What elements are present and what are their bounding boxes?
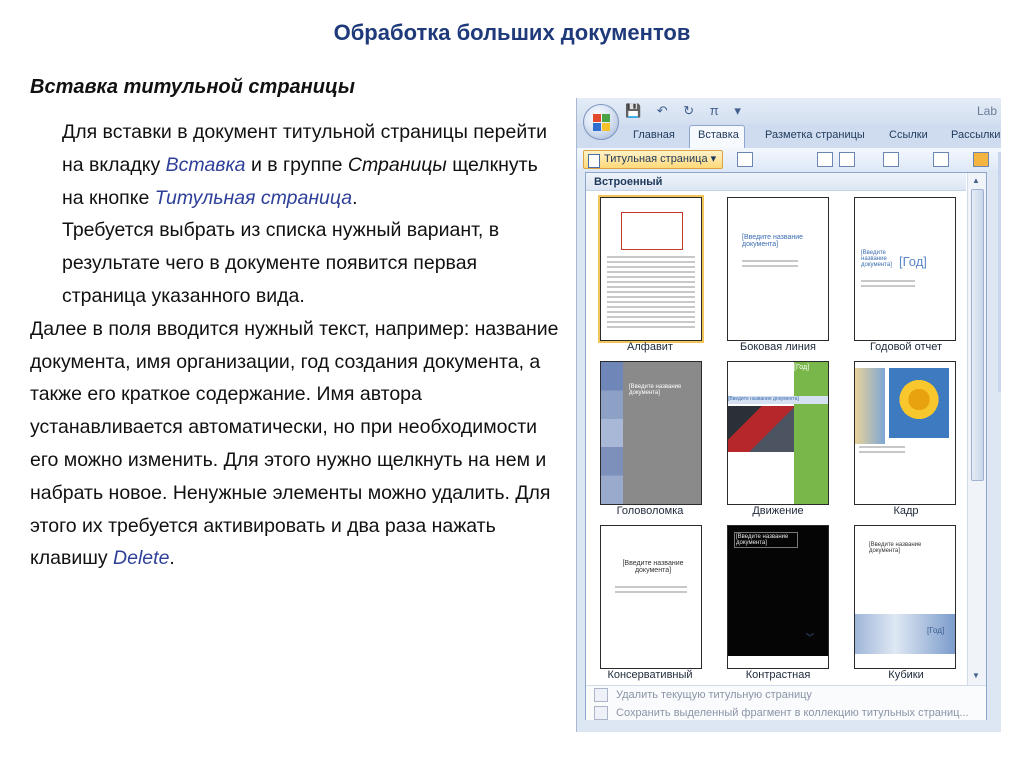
gallery-section-header: Встроенный	[586, 173, 966, 191]
annual-title: [Введите название документа]	[861, 250, 892, 268]
cover-page-label: Титульная страница	[604, 153, 708, 165]
p1-text-a: Для вставки в документ титульной страницы перейти на вкладку	[62, 121, 548, 176]
alphabet-title-box	[621, 212, 683, 250]
ribbon	[577, 148, 1001, 170]
motion-train-image	[728, 406, 794, 452]
cubes-year: [Год]	[927, 626, 945, 635]
conservative-title: [Введите название документа]	[622, 560, 684, 574]
motion-year: [Год]	[794, 364, 810, 371]
cover-page-icon	[588, 154, 600, 168]
thumbnail-motion[interactable]	[727, 361, 829, 505]
tab-references[interactable]: Ссылки	[889, 129, 928, 141]
remove-cover-label: Удалить текущую титульную страницу	[616, 688, 812, 701]
thumbnail-label: Головоломка	[616, 505, 684, 517]
office-button-icon[interactable]	[583, 104, 619, 140]
thumbnail-annual-report[interactable]	[854, 197, 956, 341]
frame-left-art	[855, 368, 885, 444]
thumbnail-label: Годовой отчет	[869, 341, 943, 353]
p1-highlight-insert: Вставка	[165, 153, 246, 176]
thumbnail-label: Кубики	[888, 669, 924, 681]
sunflower-image	[889, 368, 949, 438]
thumbnail-label: Боковая линия	[740, 341, 816, 353]
p1-highlight-cover-page: Титульная страница	[154, 186, 353, 209]
clipart-icon[interactable]	[839, 152, 855, 167]
save-selection-item[interactable]	[594, 706, 969, 720]
tab-insert[interactable]: Вставка	[689, 125, 745, 148]
window-title: Lab	[976, 104, 997, 118]
thumbnail-label: Движение	[752, 505, 804, 517]
cover-page-gallery	[585, 172, 987, 720]
puzzle-strip	[601, 362, 623, 504]
scroll-up-icon[interactable]: ▲	[972, 176, 980, 185]
gallery-scrollbar[interactable]	[967, 173, 986, 685]
chart-icon[interactable]	[973, 152, 989, 167]
paragraph-3	[30, 313, 560, 575]
contrast-title: [Введите название документа]	[734, 532, 798, 548]
paragraph-2: Требуется выбрать из списка нужный вариант, в результате чего в документе появится первая страница указанного вида.	[62, 219, 500, 307]
thumbnail-label: Консервативный	[607, 669, 693, 681]
p3-text-b: .	[169, 547, 175, 570]
word-screenshot	[576, 98, 1001, 732]
p1-text-b: и в группе	[245, 153, 348, 176]
thumbnail-label: Алфавит	[627, 341, 673, 353]
tab-home[interactable]: Главная	[633, 129, 675, 141]
p1-text-d: .	[352, 186, 358, 209]
remove-page-icon	[594, 688, 608, 702]
frame-lines	[859, 446, 905, 456]
tab-page-layout[interactable]: Разметка страницы	[765, 129, 865, 141]
annual-year: [Год]	[899, 254, 927, 269]
thumbnail-alphabet[interactable]	[600, 197, 702, 341]
p3-highlight-delete: Delete	[113, 547, 170, 570]
conservative-lines	[615, 586, 687, 596]
cubes-title: [Введите название документа]	[869, 542, 922, 554]
paragraph-1	[30, 116, 560, 214]
thumbnail-sideline[interactable]	[727, 197, 829, 341]
thumbnail-frame[interactable]	[854, 361, 956, 505]
table-icon[interactable]	[737, 152, 753, 167]
gallery-footer	[586, 685, 986, 720]
scrollbar-thumb[interactable]	[971, 189, 984, 481]
sideline-lines	[742, 260, 798, 270]
thumbnail-puzzle[interactable]	[600, 361, 702, 505]
sideline-title: [Введите название документа]	[742, 234, 804, 248]
p3-text-a: Далее в поля вводится нужный текст, например: название документа, имя организации, год создания документа, а также его краткое содержание. Имя автора устанавливается автоматически, но при необходимости его можно изменить. Для этого нужно щелкнуть на нем и набрать новое. Ненужные элементы можно удалить. Для этого их требуется активировать и два раза нажать клавишу	[30, 317, 559, 570]
thumbnail-conservative[interactable]	[600, 525, 702, 669]
cover-page-button[interactable]: Титульная страница ▾	[583, 150, 723, 169]
quick-access-icons[interactable]: 💾 ↶ ↻ π ▾	[625, 103, 747, 118]
p1-italic-pages: Страницы	[347, 153, 447, 176]
p1-text-c: щелкнуть на кнопке	[62, 153, 538, 209]
tab-mailings[interactable]: Рассылки	[951, 129, 1001, 141]
shapes-icon[interactable]	[883, 152, 899, 167]
smartart-icon[interactable]	[933, 152, 949, 167]
scroll-down-icon[interactable]: ▼	[972, 671, 980, 680]
thumbnail-label: Кадр	[893, 505, 919, 517]
annual-lines	[861, 280, 915, 290]
thumbnail-contrast[interactable]	[727, 525, 829, 669]
contrast-chevron-icon: ︾	[806, 633, 814, 642]
thumbnail-label: Контрастная	[745, 669, 811, 681]
thumbnail-cubes[interactable]	[854, 525, 956, 669]
save-selection-label: Сохранить выделенный фрагмент в коллекцию титульных страниц...	[616, 706, 969, 719]
motion-title: [Введите название документа]	[728, 396, 828, 404]
ribbon-side-strip	[998, 152, 1001, 392]
puzzle-title: [Введите название документа]	[629, 384, 682, 396]
slide-title: Обработка больших документов	[333, 20, 691, 45]
ribbon-tabs	[577, 124, 1001, 149]
save-gallery-icon	[594, 706, 608, 720]
remove-cover-page-item[interactable]	[594, 688, 812, 702]
body-text	[30, 116, 560, 575]
picture-icon[interactable]	[817, 152, 833, 167]
slide-subtitle: Вставка титульной страницы	[30, 76, 355, 98]
motion-green-bar	[794, 362, 828, 504]
alphabet-lines	[607, 256, 695, 331]
quick-access-toolbar	[577, 98, 1001, 124]
